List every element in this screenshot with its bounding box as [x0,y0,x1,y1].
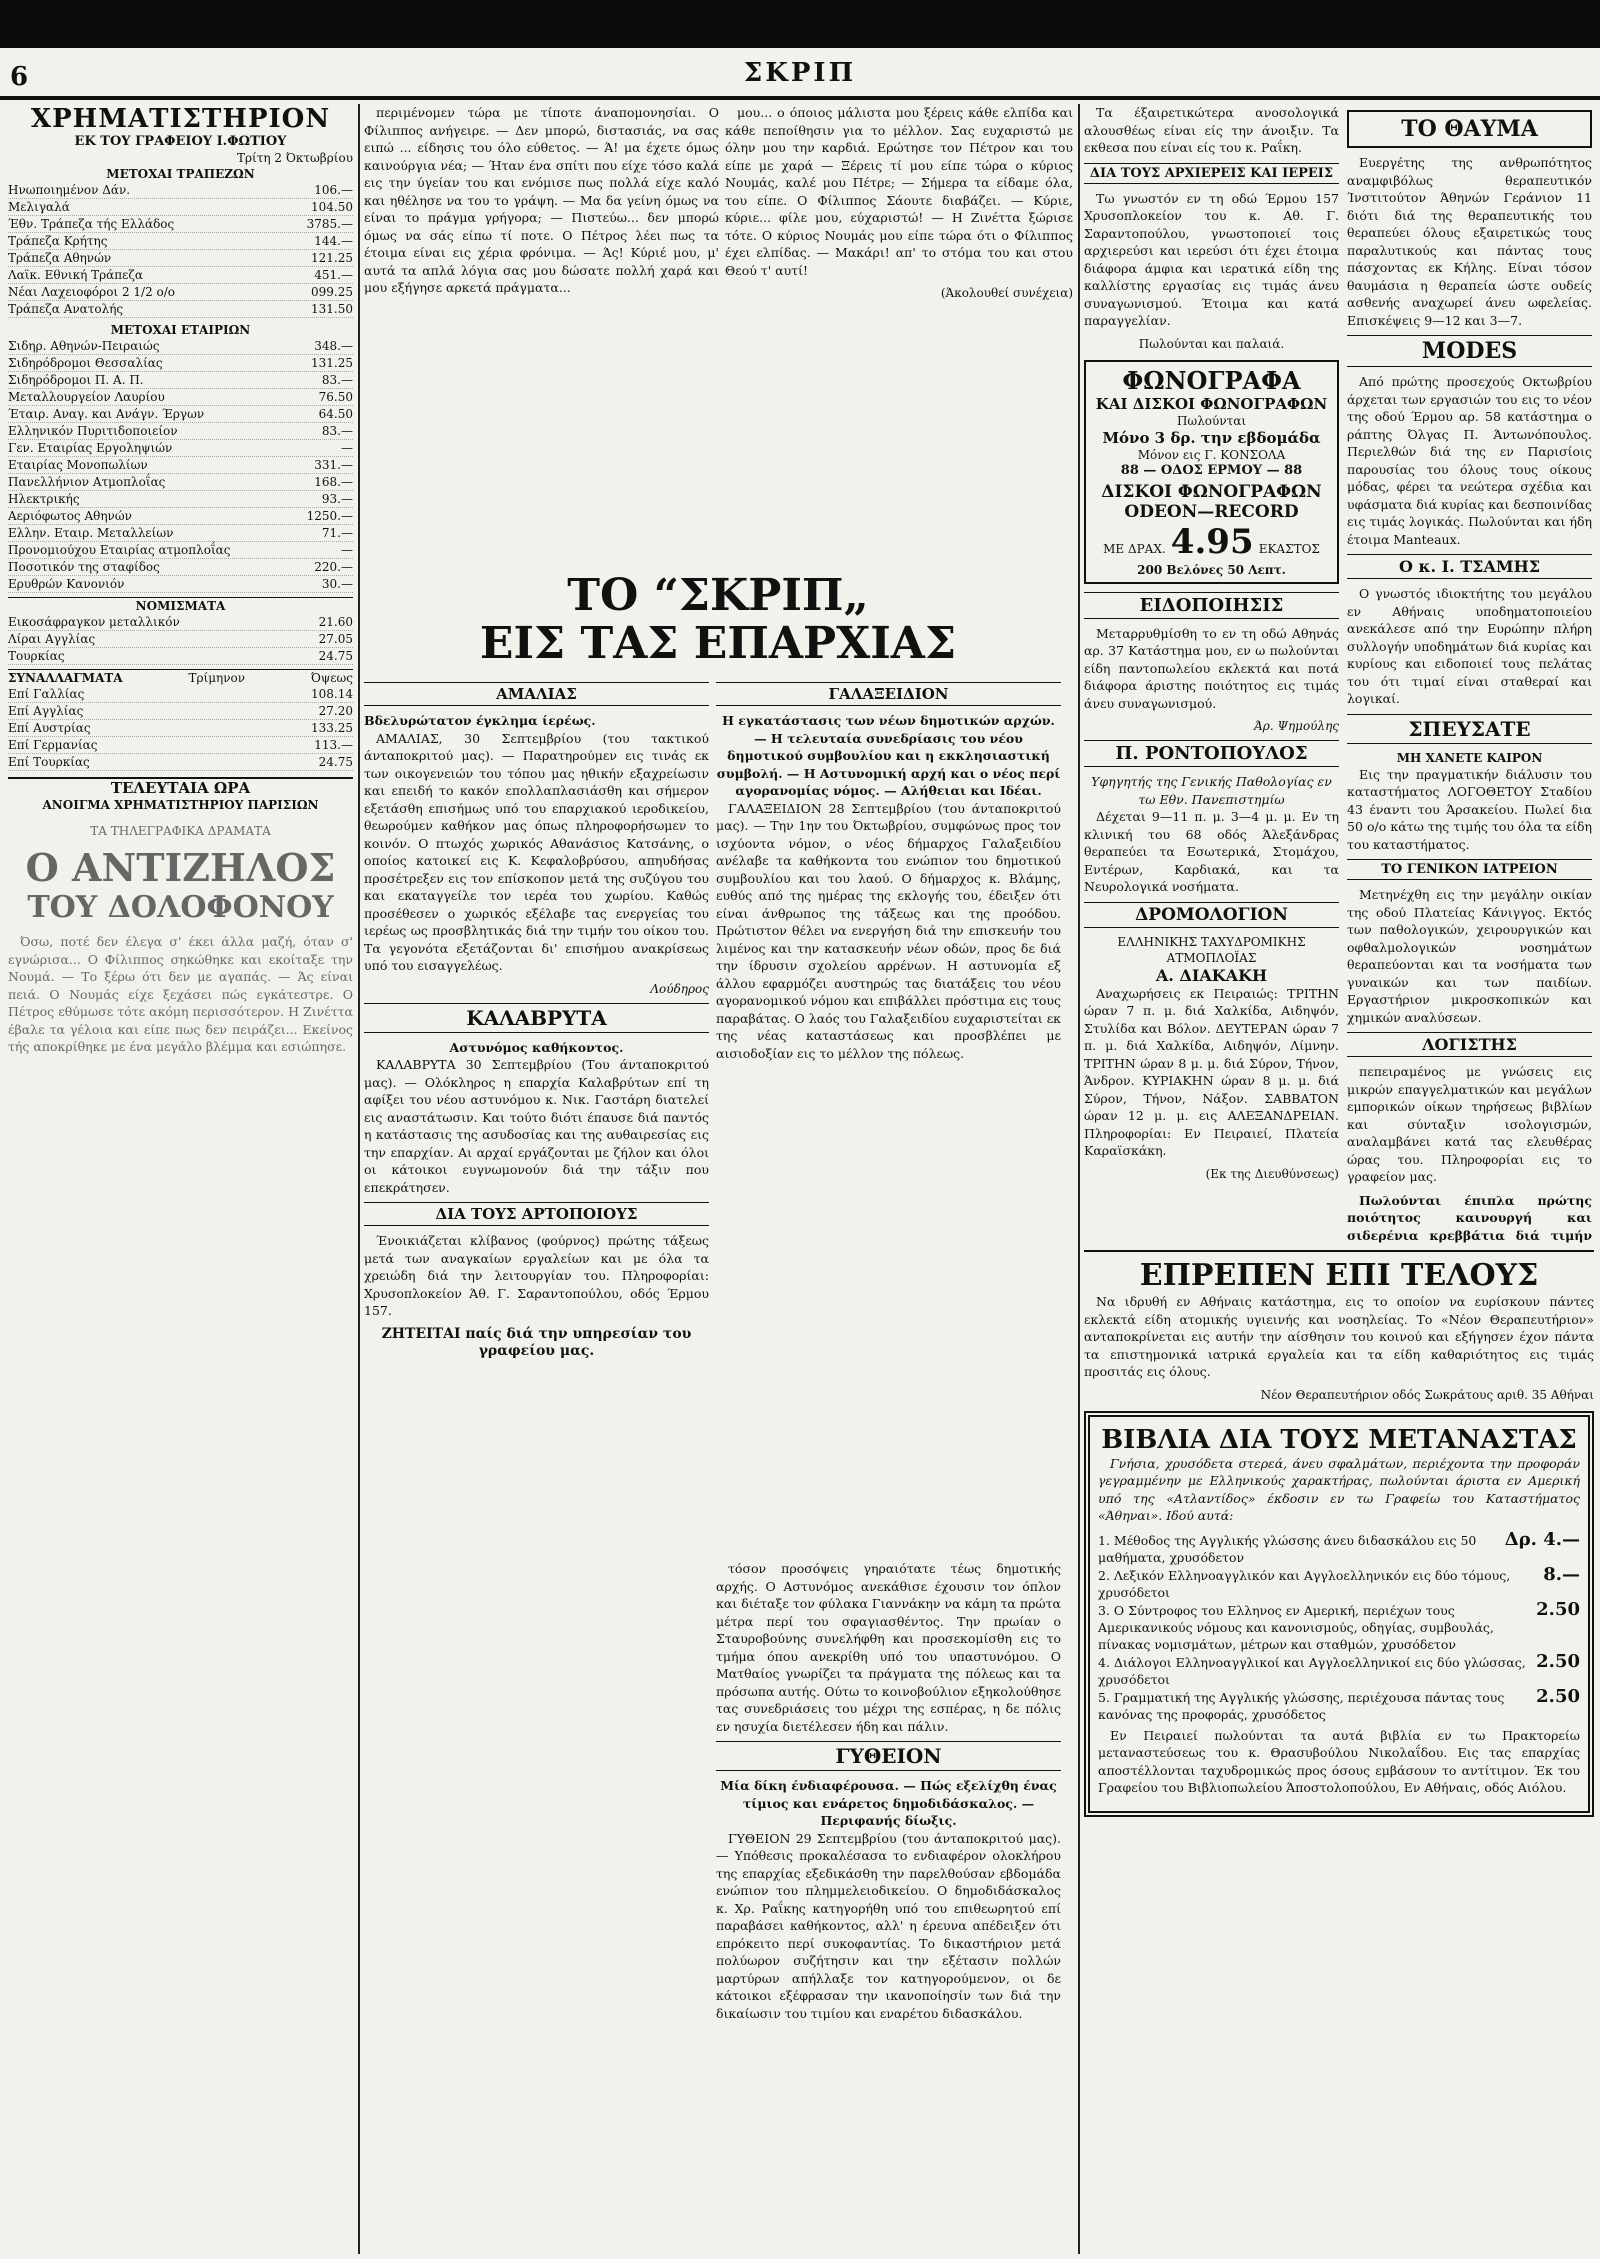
row-value: 27.05 [318,632,353,646]
thavma-body: Ευεργέτης της ανθρωπότητος αναμφιβόλως θεραπευτικόν Ίνστιτούτον Άθηνών Γεράνιον 11 διότι διά της θεραπευτικής του θεραπεύει όλους εξαιρετικώς τους παραλυτικούς και πάντας τους πάσχοντας εκ Κήλης. Είναι τόσον θαυμάσια η θεραπεία ώστε ουδείς ασθενής αναχωρεί άνευ ωφελείας. Επισκέψεις 9—12 και 3—7. [1347,155,1592,328]
row-value: 099.25 [311,285,353,299]
row-value: — [341,543,353,557]
table-row [8,182,353,199]
ads-right [1347,104,1592,1244]
epreπen-title: ΕΠΡΕΠΕΝ ΕΠΙ ΤΕΛΟΥΣ [1139,1258,1539,1293]
book-text: 3. Ο Σύντροφος του Ελληνος εν Αμερική, περιέχων τους Αμερικανικούς νόμους και κανονισμούς, οδηγίας, συμβουλάς, πίνακας νομισμάτων, μέτρων και σταθμών, χρυσόδετον [1098,1602,1494,1652]
table-row [8,703,353,720]
row-value: 3785.— [306,217,353,231]
row-label: Επί Γαλλίας [8,687,85,701]
table-row [8,754,353,771]
table-row [8,423,353,440]
row-value: 76.50 [318,390,353,404]
row-label: Ηλεκτρικής [8,492,80,506]
row-label: Γεν. Εταιρίας Εργοληψιών [8,441,173,455]
artopoioi-title: ΔΙΑ ΤΟΥΣ ΑΡΤΟΠΟΙΟΥΣ [364,1202,709,1226]
table-row [8,440,353,457]
col3-signoff: (Άκολουθεί συνέχεια) [940,286,1073,300]
fonografa-line: Πωλούνται [1176,413,1247,428]
book-price: 2.50 [1536,1598,1580,1620]
column-story-b [725,104,1073,564]
row-value: 106.— [314,183,353,197]
company-shares-table [8,338,353,593]
skrip-provinces-banner [364,572,1072,668]
books-footer: Εν Πειραιεί πωλούνται τα αυτά βιβλία εν τω Πρακτορείω μεταναστεύσεως του κ. Θρασυβούλου Νικολαΐδου. Εις τας επαρχίας αποστέλλονται ταχυδρομικώς προς όσους εμβάσουν το αντίτιμον. Έκ του Γραφείου του Βιβλιοπωλείου Άποστολοπούλου, Εν Αθήναις, οδός Αιόλου. [1098,1727,1580,1795]
ads-rule [1084,1250,1594,1252]
modes-title: MODES [1347,335,1592,367]
row-label: Έταιρ. Αναγ. και Ανάγν. Έργων [8,407,205,421]
row-label: Προνομιούχου Εταιρίας ατμοπλοΐας [8,543,231,557]
kalavryta-lede: Αστυνόμος καθήκοντος. [449,1039,624,1055]
book-price: Δρ. 4.— [1504,1528,1580,1550]
schedule-name: Α. ΔΙΑΚΑΚΗ [1155,965,1268,985]
column-story-a [364,104,719,564]
exchange-col-0: Τρίμηνον [188,671,246,685]
fonografa-addr: 88 — ΟΔΟΣ ΕΡΜΟΥ — 88 [1120,462,1303,478]
eidopoiisis-body: Μεταρρυθμίσθη το εν τη οδώ Αθηνάς αρ. 37 Κατάστημα μου, εν ω πωλούνται είδη παντοπωλείου εκλεκτά και ποτά διάφορα άριστης ποιότητος εις τιμάς άνευ συναγωνισμού. [1084,625,1339,711]
eidopoiisis-title: ΕΙΔΟΠΟΙΗΣΙΣ [1084,592,1339,619]
doctor-title: Υφηγητής της Γενικής Παθολογίας εν τω Εθν. Πανεπιστημίω [1091,774,1332,807]
schedule-body: Αναχωρήσεις εκ Πειραιώς: ΤΡΙΤΗΝ ώραν 7 π. μ. διά Χαλκίδα, Αιδηψόν, Στυλίδα και Βόλον. ΔΕΥΤΕΡΑΝ ώραν 7 π. μ. διά Χαλκίδα, Αιδηψόν, Λίμνην. ΤΡΙΤΗΝ ώραν 8 μ. μ. διά Σύρον, Τήνον, Άνδρον. ΚΥΡΙΑΚΗΝ ώραν 8 μ. μ. διά Σύρον, Τήνον, Νάξον. ΣΑΒΒΑΤΟΝ ώραν 12 μ. μ. εις ΑΛΕΞΑΝΔΡΕΙΑΝ. Πληροφορίαι: Εν Πειραιεί, Πλατεία Καραϊσκάκη. [1084,985,1339,1158]
fonografa-price: Μόνο 3 δρ. την εβδομάδα [1102,428,1321,447]
row-label: Επί Γερμανίας [8,738,98,752]
row-value: 21.60 [318,615,353,629]
gytheion-title: ΓΥΘΕΙΟΝ [716,1741,1061,1771]
bank-shares-title: ΜΕΤΟΧΑΙ ΤΡΑΠΕΖΩΝ [106,167,255,181]
books-title: ΒΙΒΛΙΑ ΔΙΑ ΤΟΥΣ ΜΕΤΑΝΑΣΤΑΣ [1101,1424,1577,1455]
fonografa-sub: ΚΑΙ ΔΙΣΚΟΙ ΦΩΝΟΓΡΑΦΩΝ [1095,394,1328,413]
book-text: 1. Μέθοδος της Αγγλικής γλώσσης άνευ διδασκάλου εις 50 μαθήματα, χρυσόδετον [1098,1532,1477,1565]
church-note: Πωλούνται και παλαιά. [1138,336,1285,351]
table-row [8,199,353,216]
artopoioi-body: Ένοικιάζεται κλίβανος (φούρνος) πρώτης τάξεως μετά των αναγκαίων εργαλείων και με όλα τα χρειώδη διά την λειτουργίαν του. Πληροφορίαι: Χρυσοπλοκείον Άθ. Γ. Σαραντοπούλου, οδός Έρμου 157. [364,1233,709,1318]
schedule-title: ΔΡΟΜΟΛΟΓΙΟΝ [1084,902,1339,928]
list-item [1098,1598,1580,1653]
row-value: 113.— [314,738,353,752]
table-row [8,372,353,389]
column-rule [1078,104,1080,2254]
thavma-title: ΤΟ ΘΑΥΜΑ [1347,110,1592,148]
row-value: 1250.— [306,509,353,523]
amalias-title: ΑΜΑΛΙΑΣ [364,682,709,706]
table-row [8,559,353,576]
tsamis-body: Ο γνωστός ιδιοκτήτης του μεγάλου εν Αθήναις υποδηματοποιείου ανεκάλεσε από την Ευρώπην πλήρη συλλογήν υποδημάτων διά κυρίας και κυρίους και ειδοποιεί τους πελάτας του ότι τιμαί είναι σταθεραί και λογικαί. [1347,586,1592,706]
iatreion-body: Μετηνέχθη εις την μεγάλην οικίαν της οδού Πλατείας Κάνιγγος. Εκτός των παθολογικών, χειρουργικών και οφθαλμολογικών νοσημάτων θεραπεύονται και τα νοσήματα των γυναικών και των παιδίων. Εργαστήριον μικροσκοπικών και χημικών αναλύσεων. [1347,887,1592,1025]
fonografa-title: ΦΩΝΟΓΡΑΦΑ [1122,365,1301,395]
list-item [1098,1563,1580,1601]
book-price: 2.50 [1536,1685,1580,1707]
table-row [8,631,353,648]
church-body: Τω γνωστόν εν τη οδώ Έρμου 157 Χρυσοπλοκείον του κ. Αθ. Γ. Σαραντοπούλου, γνωστοποιεί τοις αρχιερεύσι και ιερεύσι ότι έχει έτοιμα διάφορα άμφια και ιερατικά είδη της καλλίστης εργασίας εις τιμάς άνευ συναγωνισμού. Έτοιμα και κατά παραγγελίαν. [1084,190,1339,328]
table-row [8,720,353,737]
table-row [8,389,353,406]
table-row [8,614,353,631]
row-label: Επί Τουρκίας [8,755,90,769]
row-value: 220.— [314,560,353,574]
row-value: 121.25 [311,251,353,265]
table-row [8,250,353,267]
row-value: 131.25 [311,356,353,370]
header-rule [0,96,1600,100]
wanted-notice: ΖΗΤΕΙΤΑΙ παίς διά την υπηρεσίαν του γραφείου μας. [381,1325,692,1359]
row-label: Σιδηρόδρομοι Π. Α. Π. [8,373,144,387]
row-label: Τράπεζα Αθηνών [8,251,112,265]
currency-table [8,614,353,665]
row-value: 133.25 [311,721,353,735]
last-hour-sub: ΑΝΟΙΓΜΑ ΧΡΗΜΑΤΙΣΤΗΡΙΟΥ ΠΑΡΙΣΙΩΝ [42,798,319,812]
row-value: 24.75 [318,649,353,663]
exchange-col-1: Όψεως [310,671,353,685]
row-label: Επί Αγγλίας [8,704,84,718]
discs-note: 200 Βελόνες 50 Λεπτ. [1137,562,1286,577]
eidopoiisis-sign: Άρ. Ψημούλης [1254,719,1339,733]
book-text: 2. Λεξικόν Ελληνοαγγλικόν και Αγγλοελληνικόν εις δύο τόμους, χρυσόδετοι [1098,1567,1511,1600]
speusate-sub: ΜΗ ΧΑΝΕΤΕ ΚΑΙΡΟΝ [1396,750,1543,765]
table-row [8,508,353,525]
row-label: Ελληνικόν Πυριτιδοποιείον [8,424,178,438]
story-title-line1: Ο ΑΝΤΙΖΗΛΟΣ [25,845,336,890]
book-price: 8.— [1543,1563,1580,1585]
table-row [8,406,353,423]
fonografa-ad [1084,360,1339,584]
books-intro: Γνήσια, χρυσόδετα στερεά, άνευ σφαλμάτων, περιέχοντα την προφοράν γεγραμμένην με Ελληνικούς χαρακτήρας, πωλούνται άριστα εν Αμερική υπό της «Ατλαντίδος» έκδοσιν εν τω Γραφείω του Καταστήματος «Άθηναι». Ιδού αυτά: [1098,1455,1580,1523]
table-row [8,525,353,542]
discs-price-suffix: ΕΚΑΣΤΟΣ [1258,541,1320,556]
gytheion-body: ΓΥΘΕΙΟΝ 29 Σεπτεμβρίου (του άνταποκριτού μας). — Υπόθεσις προκαλέσασα το ενδιαφέρον ολοκλήρου της επαρχίας εξεδικάσθη την παρελθούσαν εβδομάδα ενώπιον του πλημμελειοδικείου. Ο δημοδιδάσκαλος κ. Χρ. Ραΐκης κατηγορήθη υπό του επιθεωρητού επί παραβάσει καθήκοντος, αλλ' η έρευνα απέδειξεν ότι επρόκειτο περί συκοφαντίας. Το δικαστήριον μετά πολύωρον συζήτησιν και την εξέτασιν πολλών μαρτύρων απήλλαξε τον κατηγορούμενον, οι δε κάτοικοι εξέφρασαν την ικανοποίησίν των διά την δικαίωσιν του τιμίου και εναρέτου διδασκάλου. [716,1830,1061,2021]
row-value: 27.20 [318,704,353,718]
table-row [8,233,353,250]
logistis-title: ΛΟΓΙΣΤΗΣ [1347,1032,1592,1057]
row-label: Ερυθρών Κανονιόν [8,577,125,591]
epreπen-sign: Νέον Θεραπευτήριον οδός Σωκράτους αριθ. 35 Αθήναι [1260,1387,1594,1402]
story-title-line2: ΤΟΥ ΔΟΛΟΦΟΝΟΥ [27,890,334,925]
ads-intro: Τα έξαιρετικώτερα ανοσολογικά αλουσθέως είναι είς την άνοιξιν. Τα εκθεσα που είναι είς του κ. Ραΐκη. [1084,105,1339,155]
table-row [8,491,353,508]
row-label: Τράπεζα Ανατολής [8,302,124,316]
exchange-rates-title: ΣΥΝΑΛΛΑΓΜΑΤΑ [8,671,123,685]
row-value: 348.— [314,339,353,353]
table-row [8,267,353,284]
column-ads-area [1084,104,1594,2254]
row-value: — [341,441,353,455]
row-value: 24.75 [318,755,353,769]
table-row [8,457,353,474]
row-value: 64.50 [318,407,353,421]
book-text: 4. Διάλογοι Ελληνοαγγλικοί και Αγγλοελληνικοί εις δύο γλώσσας, χρυσόδετοι [1098,1654,1526,1687]
col3-story-body: μου... ο όποιος μάλιστα μου ξέρεις κάθε ελπίδα και κάθε πεποίθησιν για το μέλλον. Σας ευχαριστώ με όλην μου την καρδιά. Ερώτησε τον Πέτρον και του είπε με χαρά — Ξέρεις τί μου είπε τώρα ο κύριος Νουμάς, καλέ μου Πέτρε; — Σήμερα τα είδαμε όλα, του είπε. Ο Φίλιππος Σάουτε διαβάζει. — Κύριε, κύριε... φίλε μου, εύχαριστώ! — Η Ζινέττα ξώρισε τότε. Ο κύριος Νουμάς μου είπε τώρα ότι ο Φίλιππος έχει ελπίδας. — Μακάρι! απ' το στόμα του και στου Θεού τ' αυτί! [725,105,1073,278]
amalias-lede: Βδελυρώτατον έγκλημα ίερέως. [364,713,596,728]
galaxidion-body: ΓΑΛΑΞΕΙΔΙΟΝ 28 Σεπτεμβρίου (του άνταποκριτού μας). — Την 1ην του Όκτωβρίου, συμφώνως προς τον ισχύοντα νόμον, ο νέος δήμαρχος Γαλαξειδίου ανέλαβε τα καθήκοντα του ενώπιον του δημοτικού συμβουλίου και του λαού. Ο δήμαρχος κ. Βλάμης, ευθύς από της ημέρας της εκλογής του, έδειξεν ότι είναι άνθρωπος της τάξεως και της προόδου. Πρώτιστον θέλει να ενεργήση διά την επισκευήν του λιμένος και την κατασκευήν νέων οδών, προς δε διά την ίδρυσιν σχολείου αρρένων. Η αστυνομία εξ άλλου εφαρμόζει αυστηρώς τας διατάξεις του νέου αγορανομικού νόμου και επιβάλλει πρόστιμα εις τους παραβάτας. Ο λαός του Γαλαξειδίου ευχαριστείται εκ της νέας καταστάσεως και προσβλέπει με αισιοδοξίαν εις το μέλλον της πόλεως. [716,800,1061,1061]
fonografa-shop: Μόνον εις Γ. ΚΟΝΣΟΛΑ [1137,447,1286,462]
row-label: Πανελλήνιον Ατμοπλοΐας [8,475,166,489]
col1-story-body: Όσω, ποτέ δεν έλεγα σ' έκει άλλα μαζή, όταν σ' εγνώρισα... Ο Φίλιππος σηκώθηκε και εκοίταξε την Νουμά. — Το ξέρω ότι δεν με αγαπάς. — Άς είναι πειά. Ο Νουμάς είχε ξεχάσει πώς εγκάτεστρε. Ο Πέτρος εθύμωσε τότε ακόμη περισσότερον. Η Ζινέττα έβαλε τα γέλοια και είπε πως δεν πειράζει... Εκείνος τής αποκρίθηκε με ένα μεγάλο βλέμμα και εσιώπησε. [8,934,353,1054]
row-value: 83.— [321,373,353,387]
list-item [1098,1650,1580,1688]
row-value: 30.— [321,577,353,591]
logistis-body: πεπειραμένος με γνώσεις εις μικρών επαγγελματικών και μεγάλων εμπορικών οίκων τηρήσεως βιβλίων και σύνταξιν ισολογισμών, αναλαμβάνει κατά τας ελευθέρας ώρας του. Πληροφορίαι εις το γραφείον μας. [1347,1064,1592,1184]
row-label: Ελλην. Εταιρ. Μεταλλείων [8,526,174,540]
discs-price-prefix: ΜΕ ΔΡΑΧ. [1103,541,1166,556]
row-label: Τουρκίας [8,649,65,663]
company-shares-title: ΜΕΤΟΧΑΙ ΕΤΑΙΡΙΩΝ [110,323,251,337]
schedule-sub: ΕΛΛΗΝΙΚΗΣ ΤΑΧΥΔΡΟΜΙΚΗΣ ΑΤΜΟΠΛΟΪΑΣ [1117,934,1306,965]
col4-story-body: τόσον προσόψεις γηραιότατε τέως δημοτικής αρχής. Ο Αστυνόμος ανεκάθισε έχουσιν τον όπλον και διέταξε τον φύλακα Γιαννάκην να κάμη τα πρώτα μέτρα περί του σφαγιασθέντος. Την πρωίαν ο Σταυροβούνης συνελήφθη και προσεκομίσθη εις το τμήμα όπου ανεκρίθη υπό του υπαστυνόμου. Ο Ματθαίος γνωρίζει τα πράγματα της πόλεως και τα πρόσωπα αυτής. Ούτω το κοινοβούλιον εξηκολούθησε τας συνεδριάσεις του μέχρι της εσπέρας, η δε πόλις εν ησυχία διετέλεσεν ήδη και πάλιν. [716,1561,1061,1734]
ads-left [1084,104,1339,1244]
row-label: Εταιρίας Μονοπωλίων [8,458,148,472]
galaxidion-lede: Η εγκατάστασις των νέων δημοτικών αρχών. — Η τελευταία συνεδρίασις του νέου δημοτικού συμβουλίου και η εκκλησιαστική συμβολή. — Η Αστυνομική αρχή και ο νέος περί αγορανομίας νόμος. — Αλήθειαι και Ιδέαι. [716,713,1061,798]
row-value: 83.— [321,424,353,438]
table-row [8,686,353,703]
row-label: Αεριόφωτος Αθηνών [8,509,132,523]
amalias-body: ΑΜΑΛΙΑΣ, 30 Σεπτεμβρίου (του τακτικού άνταποκριτού μας). — Παρατηρούμεν εις τινάς εκ των οικογενειών του τόπου μας ηθικήν εξαχρείωσιν και επειδή το κακόν επολλαπλασιάσθη και σήμερον εξετάσθη επισήμως υπό του επαρχιακού ιεροδικείου, θεωρούμεν καθήκον μας όπως πληροφορήσωμεν το κοινόν. Ο πτωχός χωρικός Αθανάσιος Κατσάνης, ο οποίος κατοικεί εις Κ. Κεφαλοβρύσου, απηυδήσας προσέτρεξεν εις τον επίσκοπον μετά της συζύγου του και εκαταγγείλε τον ιερέα του χωρίου. Καθώς προσέθεσεν ο χωρικός εξέλαβε τας ενεργείας του ιερέως ως προσβλητικάς διά την τιμήν του οίκου του. Τα γεγονότα εξετάζονται δι' επισήμου ανακρίσεως υπό του εισαγγελέως. [364,730,709,973]
row-value: 331.— [314,458,353,472]
table-row [8,355,353,372]
table-row [8,737,353,754]
row-value: 93.— [321,492,353,506]
row-label: Εικοσάφραγκον μεταλλικόν [8,615,180,629]
gytheion-lede: Μία δίκη ένδιαφέρουσα. — Πώς εξελίχθη ένας τίμιος και ενάρετος δημοδιδάσκαλος. — Περιφανής δίωξις. [720,1778,1057,1828]
row-value: 131.50 [311,302,353,316]
exchange-date: Τρίτη 2 Όκτωβρίου [236,151,353,165]
top-black-bar [0,0,1600,48]
row-label: Μεταλλουργείον Λαυρίου [8,390,165,404]
row-label: Σιδηρόδρομοι Θεσσαλίας [8,356,163,370]
schedule-sign: (Εκ της Διευθύνσεως) [1205,1166,1339,1181]
doctor-name: Π. ΡΟΝΤΟΠΟΥΛΟΣ [1084,740,1339,767]
row-value: 108.14 [311,687,353,701]
row-label: Μελιγαλά [8,200,70,214]
row-label: Λαϊκ. Εθνική Τράπεζα [8,268,143,282]
books-list [1098,1528,1580,1723]
exchange-rates-table [8,686,353,771]
banner-line2: ΕΙΣ ΤΑΣ ΕΠΑΡΧΙΑΣ [479,618,957,669]
column-exchange [8,104,353,2254]
book-text: 5. Γραμματική της Αγγλικής γλώσσης, περιέχουσα πάντας τους κανόνας της προφοράς, χρυσόδετος [1098,1689,1505,1722]
epreπen-body: Να ιδρυθή εν Αθήναις κατάστημα, εις το οποίον να ευρίσκουν πάντες εκλεκτά είδη ατομικής υγιεινής και νοσηλείας. Το «Νέον Θεραπευτήριον» ανταποκρίνεται εις αυτήν την αίσθησιν του κοινού και εξήγησεν έχον πάντα τα επιστημονικά ιατρικά εργαλεία και τα είδη καθαριότητος εις τιμάς προσιτάς εις όλους. [1084,1294,1594,1379]
row-label: Λίραι Αγγλίας [8,632,96,646]
row-value: 451.— [314,268,353,282]
tsamis-title: Ο κ. Ι. ΤΣΑΜΗΣ [1347,554,1592,579]
speusate-title: ΣΠΕΥΣΑΤΕ [1347,714,1592,744]
exchange-source: ΕΚ ΤΟΥ ΓΡΑΦΕΙΟΥ Ι.ΦΩΤΙΟΥ [74,134,287,149]
table-row [8,542,353,559]
table-row [8,648,353,665]
currency-title: ΝΟΜΙΣΜΑΤΑ [8,597,353,614]
row-value: 71.— [321,526,353,540]
table-row [8,301,353,318]
book-price: 2.50 [1536,1650,1580,1672]
list-item [1098,1685,1580,1723]
doctor-body: Δέχεται 9—11 π. μ. 3—4 μ. μ. Εν τη κλινική του 68 οδός Άλεξάνδρας θεραπεύει τα Εσωτερικά, Στομάχου, Εντέρων, Καρδιακά, και τα Νευρολογικά νοσήματα. [1084,809,1339,894]
row-label: Έθν. Τράπεζα τής Ελλάδος [8,217,175,231]
galaxidion-title: ΓΑΛΑΞΕΙΔΙΟΝ [716,682,1061,706]
banner-line1: ΤΟ “ΣΚΡΙΠ„ [567,570,869,621]
modes-body: Από πρώτης προσεχούς Οκτωβρίου άρχεται των εργασιών του εις το νέον της οδού Έρμου αρ. 58 κατάστημα ο ράπτης Όλγας Π. Άντωνόπουλος. Περιελθών διά της εν Παρισίοις παρουσίας του όλους τους οίκους μόδας, φέρει τα νεώτερα σχέδια και υφάσματα διά κυρίας και δεσποινίδας εις τιμάς λογικάς. Πωλούνται και ήδη έτοιμα Manteaux. [1347,374,1592,547]
row-label: Ηνωποιημένον Δάν. [8,183,131,197]
row-label: Τράπεζα Κρήτης [8,234,108,248]
last-hour-title: ΤΕΛΕΥΤΑΙΑ ΩΡΑ [8,777,353,797]
row-label: Ποσοτικόν της σταφίδος [8,560,160,574]
books-ad [1084,1411,1594,1817]
column-rule [358,104,360,2254]
row-value: 144.— [314,234,353,248]
row-value: 168.— [314,475,353,489]
row-value: 104.50 [311,200,353,214]
page-number: 6 [10,62,29,92]
discs-brand: ODEON—RECORD [1124,501,1299,522]
church-title: ΔΙΑ ΤΟΥΣ ΑΡΧΙΕΡΕΙΣ ΚΑΙ ΙΕΡΕΙΣ [1084,163,1339,184]
speusate-body: Εις την πραγματικήν διάλυσιν του καταστήματος ΛΟΓΟΘΕΤΟΥ Σταδίου 43 έναντι του Άρσακείου. Πωλεί δια 50 ο/ο κάτω της τιμής του όλα τα είδη του καταστήματος. [1347,766,1592,852]
discs-title: ΔΙΣΚΟΙ ΦΩΝΟΓΡΑΦΩΝ [1101,481,1322,502]
bank-shares-table [8,182,353,318]
kalavryta-body: ΚΑΛΑΒΡΥΤΑ 30 Σεπτεμβρίου (Του άνταποκριτού μας). — Ολόκληρος η επαρχία Καλαβρύτων επί τη αφίξει του νέου αστυνόμου κ. Νικ. Γαστάρη διατελεί εις αναστάτωσιν. Και τούτο διότι έπαυσε διά παντός η κατάστασις της ασυδοσίας και της αυθαιρεσίας εις την επαρχίαν. Αι αρχαί εργάζονται με ζήλον και όλοι οι κάτοικοι ευγνωμονούν διά την τάξιν που επεκράτησεν. [364,1057,709,1195]
table-row [8,474,353,491]
row-label: Νέαι Λαχειοφόροι 2 1/2 ο/ο [8,285,176,299]
row-label: Επί Αυστρίας [8,721,91,735]
iatreion-title: ΤΟ ΓΕΝΙΚΟΝ ΙΑΤΡΕΙΟΝ [1347,859,1592,880]
masthead: ΣΚΡΙΠ [743,58,857,88]
row-label: Σιδηρ. Αθηνών-Πειραιώς [8,339,160,353]
table-row [8,284,353,301]
column-amalias [364,676,709,2256]
discs-price: 4.95 [1170,521,1254,562]
story-kicker: ΤΑ ΤΗΛΕΓΡΑΦΙΚΑ ΔΡΑΜΑΤΑ [90,824,271,838]
exchange-title: ΧΡΗΜΑΤΙΣΤΗΡΙΟΝ [30,104,331,134]
table-row [8,576,353,593]
list-item [1098,1528,1580,1566]
col2-story-body: περιμένομεν τώρα με τίποτε άναπομονησίαι. Ο Φίλιππος ανήγειρε. — Δεν μπορώ, διστασιάς, να σας ειπώ ... είδησις του όλο εύθετος. — Ά! μα έχετε όμως καινούργια νέα; — Ήταν ένα σπίτι που είχε τόσο καλά εις την ύγείαν του και ενόμισε πως πολλά είχε καλό και ηθέλησε να του το γράψη. — Μα δα γείνη όμως να είναι το πράγμα γρήγορα; — Πιστεύω... δεν μπορώ όμως να σάς είπω τί ποτε. Ο Πέτρος λέει πως τα έτοιμα είναι εις χέρια φρόνιμα. — Άς! Κύριέ μου, μ' αυτά τα απλά λόγια σας μου δώσατε πολλή χαρά και μου εξήγησε αρκετά πράγματα... [364,105,719,295]
amalias-signoff: Λούδηρος [650,981,709,996]
kalavryta-title: ΚΑΛΑΒΡΥΤΑ [364,1003,709,1033]
buy-body: Πωλούνται έπιπλα πρώτης ποιότητος καινουργή και σιδερένια κρεββάτια διά τιμήν [1347,1192,1592,1243]
table-row [8,216,353,233]
table-row [8,338,353,355]
column-gytheion [716,1560,1061,2250]
